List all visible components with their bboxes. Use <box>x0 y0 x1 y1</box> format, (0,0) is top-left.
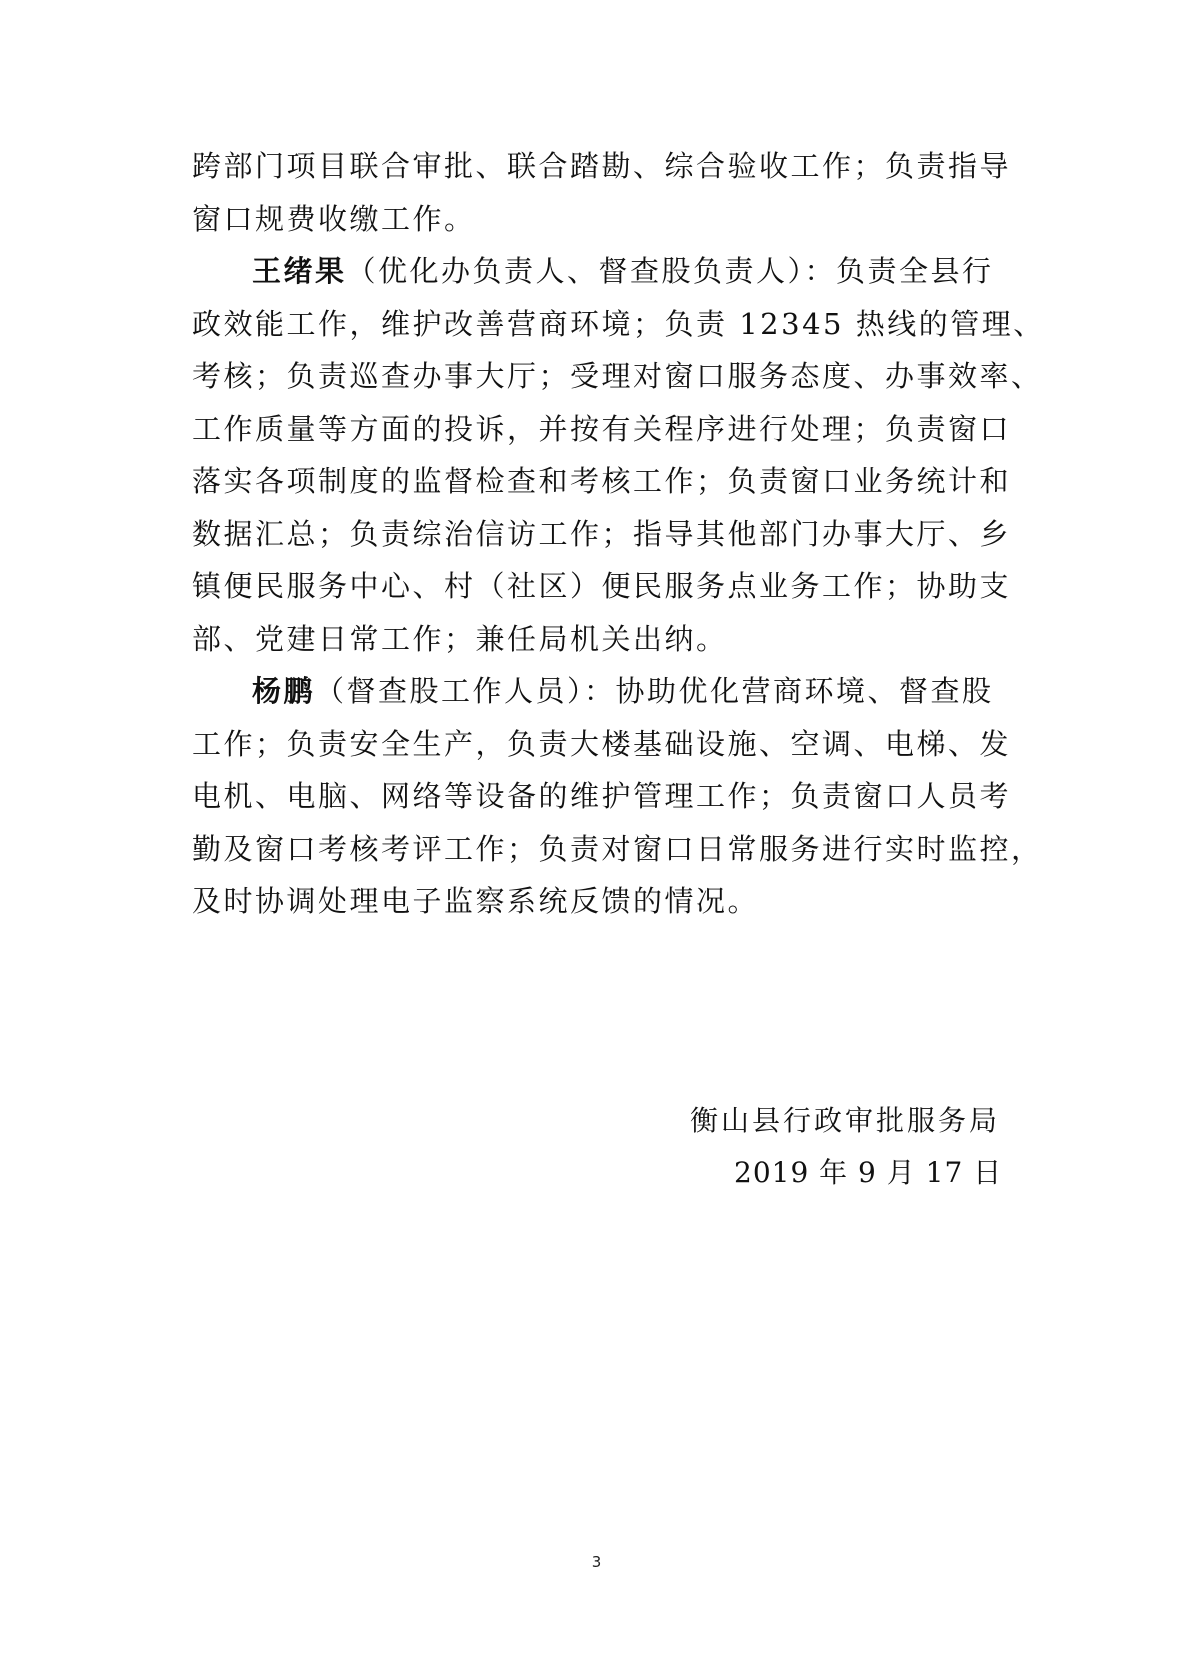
text-line: 电机、电脑、网络等设备的维护管理工作；负责窗口人员考 <box>192 779 1012 813</box>
text-line: 工作质量等方面的投诉，并按有关程序进行处理；负责窗口 <box>192 411 1012 446</box>
page-number: 3 <box>591 1553 602 1571</box>
text-line: 工作；负责安全生产，负责大楼基础设施、空调、电梯、发 <box>192 726 1012 761</box>
text-line: 政效能工作，维护改善营商环境；负责 12345 热线的管理、 <box>192 306 1045 341</box>
text-line: 及时协调处理电子监察系统反馈的情况。 <box>192 884 760 918</box>
text-line: 跨部门项目联合审批、联合踏勘、综合验收工作；负责指导 <box>192 149 1012 183</box>
person-name: 杨鹏 <box>252 674 316 708</box>
paragraph-first-line <box>192 665 1022 718</box>
text-line: 部、党建日常工作；兼任局机关出纳。 <box>192 621 728 656</box>
issue-date: 2019 年 9 月 17 日 <box>734 1156 1003 1189</box>
text-line: 窗口规费收缴工作。 <box>192 201 476 236</box>
text-line: 考核；负责巡查办事大厅；受理对窗口服务态度、办事效率、 <box>192 359 1043 393</box>
text-line: 镇便民服务中心、村（社区）便民服务点业务工作；协助支 <box>192 569 1012 603</box>
signature-block <box>690 1095 1002 1199</box>
person-name: 王绪果 <box>252 254 347 288</box>
text-fragment: （优化办负责人、督查股负责人）：负责全县行 <box>346 254 994 288</box>
issuing-organization: 衡山县行政审批服务局 <box>690 1104 1001 1137</box>
document-body <box>192 140 1045 928</box>
paragraph-first-line <box>192 245 1022 298</box>
text-line: 落实各项制度的监督检查和考核工作；负责窗口业务统计和 <box>192 464 1012 498</box>
text-line: 勤及窗口考核考评工作；负责对窗口日常服务进行实时监控， <box>192 831 1043 866</box>
text-fragment: （督查股工作人员）：协助优化营商环境、督查股 <box>315 674 994 708</box>
text-line: 数据汇总；负责综治信访工作；指导其他部门办事大厅、乡 <box>192 516 1012 551</box>
